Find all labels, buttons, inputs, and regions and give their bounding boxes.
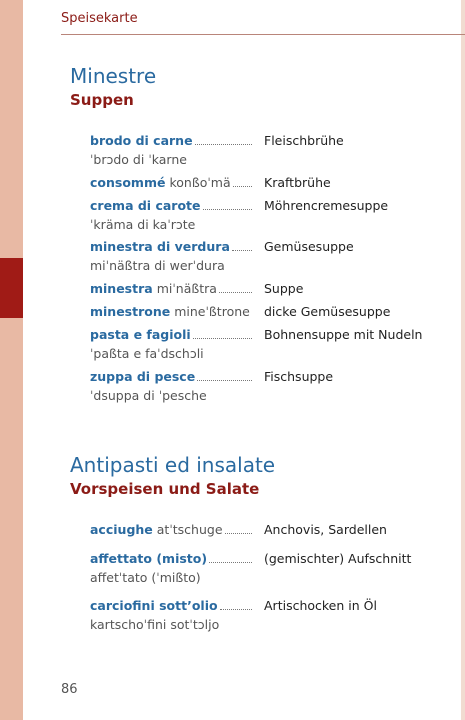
section-subtitle-vorspeisen: Vorspeisen und Salate bbox=[70, 480, 260, 498]
italian-term: minestra di verdura bbox=[90, 239, 230, 254]
leader-dots bbox=[209, 562, 252, 563]
italian-term: carciofini sott’olio bbox=[90, 598, 218, 613]
italian-term: consommé bbox=[90, 175, 166, 190]
menu-entry bbox=[90, 522, 450, 540]
pronunciation: ˈpaßta e faˈdschɔli bbox=[90, 346, 204, 361]
german-translation: Möhrencremesuppe bbox=[264, 198, 389, 213]
leader-dots bbox=[203, 209, 253, 210]
right-page-edge bbox=[461, 0, 465, 720]
german-translation: (gemischter) Aufschnitt bbox=[264, 551, 412, 566]
pronunciation: miˈnäßtra di werˈdura bbox=[90, 258, 225, 273]
pronunciation: ˈkräma di kaˈrɔte bbox=[90, 217, 196, 232]
pronunciation-inline: konßoˈmä bbox=[169, 175, 231, 190]
pronunciation-inline: mineˈßtrone bbox=[174, 304, 250, 319]
chapter-tab-marker bbox=[0, 258, 23, 318]
pronunciation: ˈdsuppa di ˈpesche bbox=[90, 388, 207, 403]
italian-term: minestrone bbox=[90, 304, 171, 319]
leader-dots bbox=[232, 250, 252, 251]
menu-entry bbox=[90, 304, 450, 322]
italian-term: minestra bbox=[90, 281, 153, 296]
menu-entry bbox=[90, 598, 450, 634]
menu-entry bbox=[90, 133, 450, 169]
german-translation: Artischocken in Öl bbox=[264, 598, 377, 613]
menu-entry bbox=[90, 175, 450, 193]
menu-entry bbox=[90, 369, 450, 405]
pronunciation: ˈbrɔdo di ˈkarne bbox=[90, 152, 187, 167]
leader-dots bbox=[225, 533, 252, 534]
section-subtitle-suppen: Suppen bbox=[70, 91, 134, 109]
german-translation: Kraftbrühe bbox=[264, 175, 331, 190]
leader-dots bbox=[197, 380, 252, 381]
pronunciation: affetˈtato (ˈmißto) bbox=[90, 570, 201, 585]
german-translation: Fleischbrühe bbox=[264, 133, 344, 148]
italian-term: crema di carote bbox=[90, 198, 201, 213]
leader-dots bbox=[219, 292, 252, 293]
menu-entry bbox=[90, 327, 450, 363]
german-translation: Bohnensuppe mit Nudeln bbox=[264, 327, 423, 342]
menu-entry bbox=[90, 239, 450, 275]
leader-dots bbox=[220, 609, 252, 610]
menu-entry bbox=[90, 551, 450, 587]
german-translation: Gemüsesuppe bbox=[264, 239, 354, 254]
pronunciation: kartschoˈfini sotˈtɔljo bbox=[90, 617, 220, 632]
page-number: 86 bbox=[61, 682, 78, 697]
italian-term: pasta e fagioli bbox=[90, 327, 191, 342]
german-translation: Fischsuppe bbox=[264, 369, 334, 384]
section-title-minestre: Minestre bbox=[70, 64, 157, 88]
german-translation: Suppe bbox=[264, 281, 304, 296]
header-rule bbox=[61, 34, 465, 35]
left-margin-band bbox=[0, 0, 23, 720]
italian-term: zuppa di pesce bbox=[90, 369, 196, 384]
german-translation: Anchovis, Sardellen bbox=[264, 522, 387, 537]
leader-dots bbox=[193, 338, 252, 339]
running-head: Speisekarte bbox=[61, 11, 138, 26]
italian-term: acciughe bbox=[90, 522, 153, 537]
pronunciation-inline: atˈtschuge bbox=[156, 522, 223, 537]
menu-entry bbox=[90, 198, 450, 234]
italian-term: affettato (misto) bbox=[90, 551, 208, 566]
german-translation: dicke Gemüsesuppe bbox=[264, 304, 391, 319]
italian-term: brodo di carne bbox=[90, 133, 193, 148]
menu-entry bbox=[90, 281, 450, 299]
pronunciation-inline: miˈnäßtra bbox=[156, 281, 217, 296]
leader-dots bbox=[195, 144, 252, 145]
section-title-antipasti: Antipasti ed insalate bbox=[70, 453, 276, 477]
leader-dots bbox=[233, 186, 252, 187]
